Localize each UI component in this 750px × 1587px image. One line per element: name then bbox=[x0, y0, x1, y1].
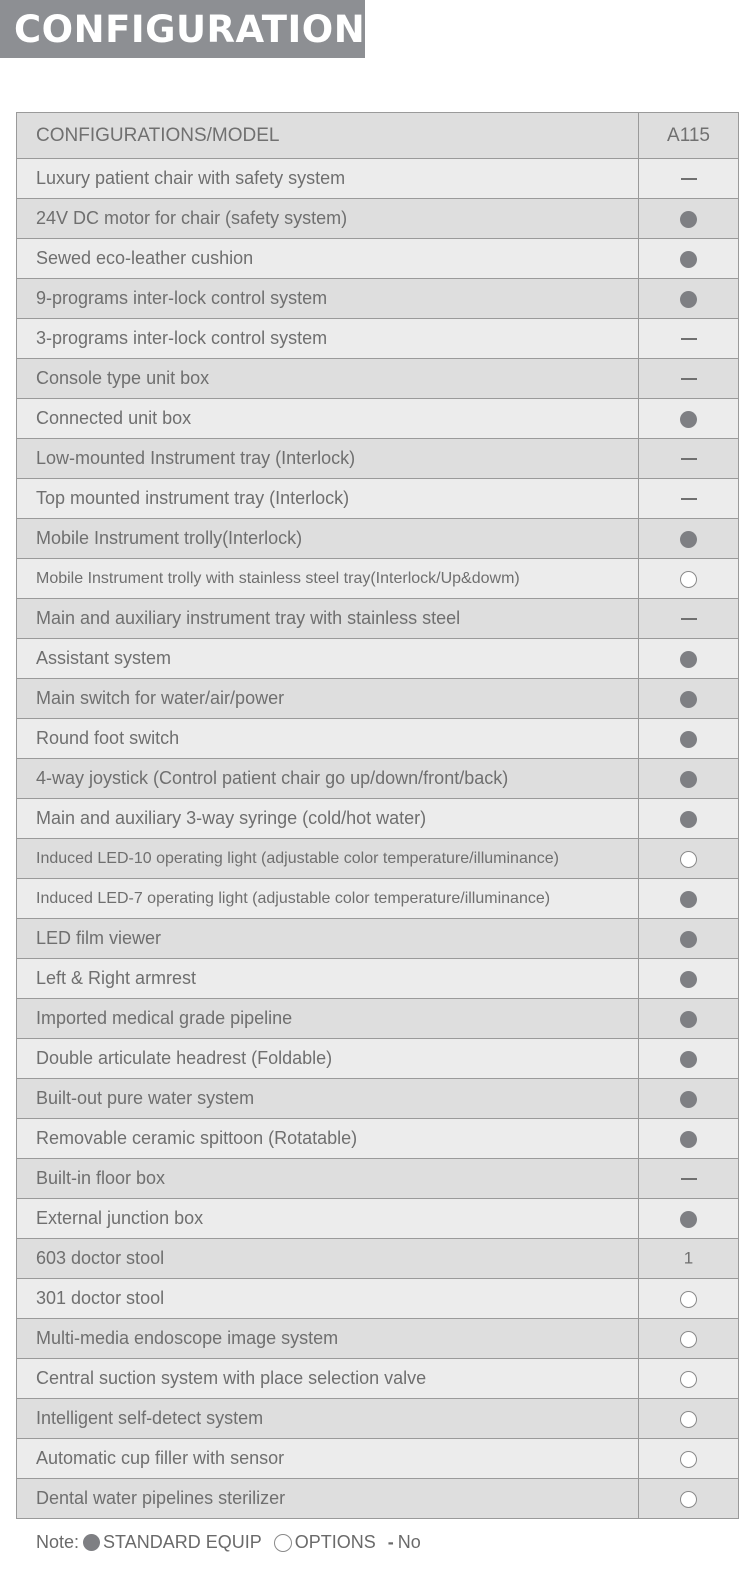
row-value bbox=[639, 919, 739, 959]
row-value bbox=[639, 1399, 739, 1439]
row-label: Mobile Instrument trolly with stainless steel tray(Interlock/Up&dowm) bbox=[17, 559, 639, 599]
standard-dot-icon bbox=[680, 1131, 697, 1148]
note-no-label: No bbox=[397, 1532, 421, 1552]
table-row bbox=[17, 239, 739, 279]
standard-dot-icon bbox=[680, 891, 697, 908]
row-label: Induced LED-10 operating light (adjustable color temperature/illuminance) bbox=[17, 839, 639, 879]
option-ring-icon bbox=[680, 851, 697, 868]
row-value bbox=[639, 159, 739, 199]
table-row bbox=[17, 1359, 739, 1399]
row-value bbox=[639, 1439, 739, 1479]
row-label: Top mounted instrument tray (Interlock) bbox=[17, 479, 639, 519]
standard-dot-icon bbox=[680, 971, 697, 988]
configurations-table bbox=[16, 112, 739, 1519]
table-row bbox=[17, 1279, 739, 1319]
table-row bbox=[17, 759, 739, 799]
table-row bbox=[17, 999, 739, 1039]
table-row bbox=[17, 399, 739, 439]
row-label: Built-out pure water system bbox=[17, 1079, 639, 1119]
table-row bbox=[17, 439, 739, 479]
row-label: Console type unit box bbox=[17, 359, 639, 399]
table-row bbox=[17, 839, 739, 879]
option-ring-icon bbox=[680, 1371, 697, 1388]
option-ring-icon bbox=[680, 571, 697, 588]
note-prefix: Note: bbox=[36, 1532, 80, 1552]
table-row bbox=[17, 479, 739, 519]
option-ring-icon bbox=[274, 1534, 292, 1552]
row-value bbox=[639, 1359, 739, 1399]
no-dash-icon bbox=[681, 178, 697, 180]
row-label: Round foot switch bbox=[17, 719, 639, 759]
standard-dot-icon bbox=[680, 691, 697, 708]
row-value bbox=[639, 399, 739, 439]
table-row bbox=[17, 1159, 739, 1199]
option-ring-icon bbox=[680, 1331, 697, 1348]
standard-dot-icon bbox=[680, 811, 697, 828]
row-value bbox=[639, 359, 739, 399]
standard-dot-icon bbox=[680, 411, 697, 428]
no-dash-icon bbox=[681, 378, 697, 380]
no-dash-symbol: - bbox=[387, 1532, 394, 1552]
table-row bbox=[17, 679, 739, 719]
row-label: 301 doctor stool bbox=[17, 1279, 639, 1319]
row-value bbox=[639, 319, 739, 359]
row-label: Assistant system bbox=[17, 639, 639, 679]
table-row bbox=[17, 159, 739, 199]
row-value bbox=[639, 1479, 739, 1519]
row-label: 24V DC motor for chair (safety system) bbox=[17, 199, 639, 239]
page-title-band bbox=[0, 0, 393, 58]
row-label: 603 doctor stool bbox=[17, 1239, 639, 1279]
note-standard-label: STANDARD EQUIP bbox=[103, 1532, 262, 1552]
row-value bbox=[639, 599, 739, 639]
table-row bbox=[17, 519, 739, 559]
table-row bbox=[17, 959, 739, 999]
row-value bbox=[639, 1119, 739, 1159]
row-quantity: 1 bbox=[683, 1248, 694, 1268]
row-value bbox=[639, 479, 739, 519]
row-label: Intelligent self-detect system bbox=[17, 1399, 639, 1439]
row-label: Sewed eco-leather cushion bbox=[17, 239, 639, 279]
table-row bbox=[17, 639, 739, 679]
page-title: CONFIGURATIONS bbox=[14, 7, 393, 51]
standard-dot-icon bbox=[83, 1534, 100, 1551]
standard-dot-icon bbox=[680, 531, 697, 548]
row-label: Double articulate headrest (Foldable) bbox=[17, 1039, 639, 1079]
row-label: Dental water pipelines sterilizer bbox=[17, 1479, 639, 1519]
row-label: Induced LED-7 operating light (adjustable color temperature/illuminance) bbox=[17, 879, 639, 919]
row-value bbox=[639, 799, 739, 839]
row-label: Low-mounted Instrument tray (Interlock) bbox=[17, 439, 639, 479]
header-label: CONFIGURATIONS/MODEL bbox=[17, 113, 639, 159]
row-value bbox=[639, 199, 739, 239]
table-row bbox=[17, 359, 739, 399]
row-value bbox=[639, 879, 739, 919]
row-label: Main switch for water/air/power bbox=[17, 679, 639, 719]
no-dash-icon bbox=[681, 1178, 697, 1180]
row-value bbox=[639, 839, 739, 879]
standard-dot-icon bbox=[680, 731, 697, 748]
row-value bbox=[639, 1039, 739, 1079]
row-label: LED film viewer bbox=[17, 919, 639, 959]
row-value bbox=[639, 999, 739, 1039]
row-value bbox=[639, 559, 739, 599]
table-row bbox=[17, 1239, 739, 1279]
standard-dot-icon bbox=[680, 771, 697, 788]
table-row bbox=[17, 1439, 739, 1479]
table-row bbox=[17, 599, 739, 639]
standard-dot-icon bbox=[680, 931, 697, 948]
row-value bbox=[639, 679, 739, 719]
table-row bbox=[17, 1079, 739, 1119]
row-label: Connected unit box bbox=[17, 399, 639, 439]
table-row bbox=[17, 319, 739, 359]
row-value bbox=[639, 279, 739, 319]
row-value bbox=[639, 1159, 739, 1199]
standard-dot-icon bbox=[680, 651, 697, 668]
row-label: 3-programs inter-lock control system bbox=[17, 319, 639, 359]
row-label: Luxury patient chair with safety system bbox=[17, 159, 639, 199]
row-label: Main and auxiliary instrument tray with stainless steel bbox=[17, 599, 639, 639]
table-row bbox=[17, 1039, 739, 1079]
row-label: Multi-media endoscope image system bbox=[17, 1319, 639, 1359]
row-label: 9-programs inter-lock control system bbox=[17, 279, 639, 319]
row-label: Built-in floor box bbox=[17, 1159, 639, 1199]
standard-dot-icon bbox=[680, 1211, 697, 1228]
row-label: External junction box bbox=[17, 1199, 639, 1239]
legend-note bbox=[36, 1532, 421, 1553]
row-value bbox=[639, 439, 739, 479]
table-row bbox=[17, 799, 739, 839]
table-row bbox=[17, 1399, 739, 1439]
standard-dot-icon bbox=[680, 1011, 697, 1028]
table-row bbox=[17, 199, 739, 239]
table-header-row bbox=[17, 113, 739, 159]
standard-dot-icon bbox=[680, 1091, 697, 1108]
table-row bbox=[17, 559, 739, 599]
row-value bbox=[639, 1239, 739, 1279]
no-dash-icon bbox=[681, 458, 697, 460]
standard-dot-icon bbox=[680, 1051, 697, 1068]
row-value bbox=[639, 759, 739, 799]
row-label: Automatic cup filler with sensor bbox=[17, 1439, 639, 1479]
row-label: Mobile Instrument trolly(Interlock) bbox=[17, 519, 639, 559]
standard-dot-icon bbox=[680, 211, 697, 228]
table-row bbox=[17, 1319, 739, 1359]
row-value bbox=[639, 1079, 739, 1119]
no-dash-icon bbox=[681, 498, 697, 500]
table-row bbox=[17, 1119, 739, 1159]
row-value bbox=[639, 959, 739, 999]
row-label: Central suction system with place selection valve bbox=[17, 1359, 639, 1399]
standard-dot-icon bbox=[680, 291, 697, 308]
option-ring-icon bbox=[680, 1491, 697, 1508]
option-ring-icon bbox=[680, 1411, 697, 1428]
table-row bbox=[17, 719, 739, 759]
row-label: Imported medical grade pipeline bbox=[17, 999, 639, 1039]
row-value bbox=[639, 719, 739, 759]
table-row bbox=[17, 879, 739, 919]
table-row bbox=[17, 919, 739, 959]
note-options-label: OPTIONS bbox=[294, 1532, 376, 1552]
row-label: 4-way joystick (Control patient chair go up/down/front/back) bbox=[17, 759, 639, 799]
option-ring-icon bbox=[680, 1291, 697, 1308]
standard-dot-icon bbox=[680, 251, 697, 268]
table-row bbox=[17, 1199, 739, 1239]
row-value bbox=[639, 639, 739, 679]
no-dash-icon bbox=[681, 618, 697, 620]
row-value bbox=[639, 1319, 739, 1359]
row-label: Main and auxiliary 3-way syringe (cold/hot water) bbox=[17, 799, 639, 839]
option-ring-icon bbox=[680, 1451, 697, 1468]
row-value bbox=[639, 239, 739, 279]
row-label: Removable ceramic spittoon (Rotatable) bbox=[17, 1119, 639, 1159]
table-row bbox=[17, 1479, 739, 1519]
header-model: A115 bbox=[639, 113, 739, 159]
table-row bbox=[17, 279, 739, 319]
row-value bbox=[639, 1199, 739, 1239]
row-label: Left & Right armrest bbox=[17, 959, 639, 999]
row-value bbox=[639, 1279, 739, 1319]
no-dash-icon bbox=[681, 338, 697, 340]
row-value bbox=[639, 519, 739, 559]
